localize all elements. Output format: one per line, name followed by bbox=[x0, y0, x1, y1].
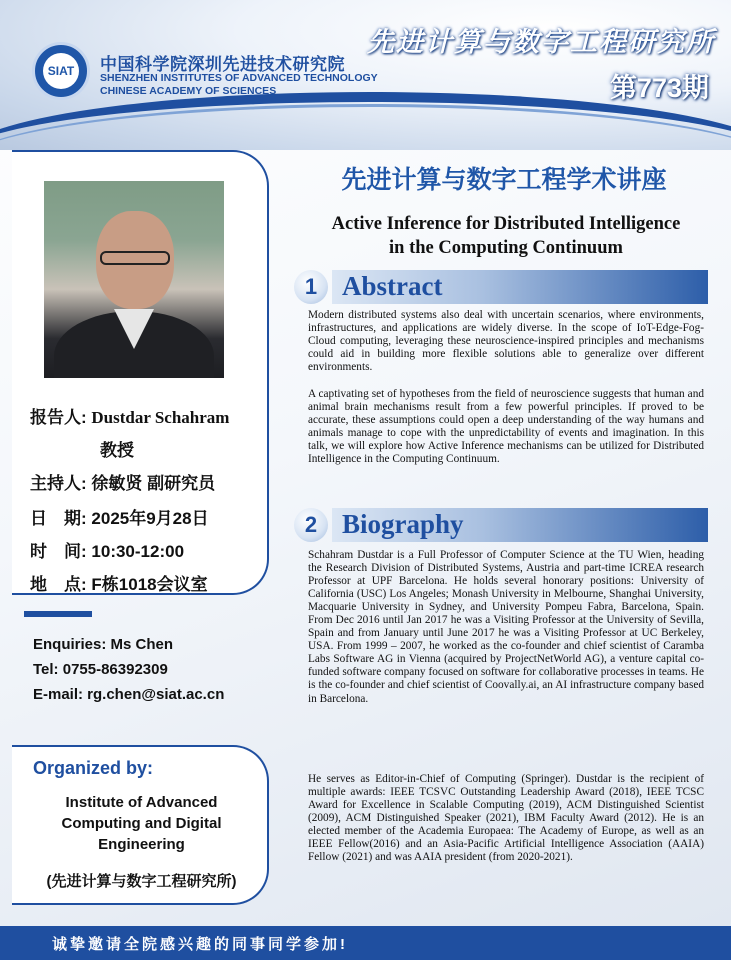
org-name-en-line2: CHINESE ACADEMY OF SCIENCES bbox=[100, 85, 277, 97]
place-value: F栋1018会议室 bbox=[91, 575, 208, 594]
institute-script-title: 先进计算与数字工程研究所 bbox=[367, 27, 715, 58]
divider-bar bbox=[24, 611, 92, 617]
abstract-number: 1 bbox=[294, 270, 328, 304]
organizer-title: Organized by: bbox=[33, 758, 154, 778]
host-value: 徐敏贤 副研究员 bbox=[91, 474, 216, 493]
abstract-paragraph-2: A captivating set of hypotheses from the field of neuroscience suggests that human and animal brain mechanisms result from a few powerful principles. If proved to be accurate, these assumptions could open a deep understanding of the way humans and animals manage to cope with the unpredictability of events and imagination. In this talk, we will explore how Active Inference mechanisms can be utilized for Distributed Intelligence in the Computing Continuum. bbox=[308, 388, 704, 466]
date-row bbox=[30, 504, 209, 529]
logo-text: SIAT bbox=[47, 64, 75, 78]
talk-title-line1: Active Inference for Distributed Intelligence bbox=[331, 214, 681, 234]
contact-email[interactable]: E-mail: rg.chen@siat.ac.cn bbox=[33, 686, 225, 703]
lecture-series-title: 先进计算与数字工程学术讲座 bbox=[341, 166, 667, 194]
organizer-line4: (先进计算与数字工程研究所) bbox=[46, 873, 237, 890]
date-label: 日 期: bbox=[30, 509, 87, 528]
organizer-line1: Institute of Advanced bbox=[65, 794, 218, 811]
photo-glasses bbox=[100, 251, 170, 265]
biography-number: 2 bbox=[294, 508, 328, 542]
talk-title-line2: in the Computing Continuum bbox=[389, 238, 623, 258]
organizer-line2: Computing and Digital bbox=[61, 815, 222, 832]
biography-paragraph-2: He serves as Editor-in-Chief of Computing (Springer). Dustdar is the recipient of multiple awards: IEEE TCSVC Outstanding Leadership Award (2018), IEEE TCSC Award for Excellence in Scalable Computing (2019), ACM Distinguished Scientist (2009), ACM Distinguished Speaker (2021), IBM Faculty Award (2012). He is an elected member of the Academia Europaea: The Academy of Europe, as well as an IEEE Fellow(2016) and an Asia-Pacific Artificial Intelligence Association (AAIA) Fellow (2021) and was AAIA president (from 2020-2021). bbox=[308, 773, 704, 864]
time-row bbox=[30, 537, 184, 562]
reporter-title: 教授 bbox=[100, 441, 134, 460]
header bbox=[0, 0, 731, 150]
invitation-text: 诚挚邀请全院感兴趣的同事同学参加! bbox=[52, 936, 348, 953]
place-row bbox=[30, 570, 208, 595]
time-value: 10:30-12:00 bbox=[91, 542, 185, 561]
organizer-line3: Engineering bbox=[98, 836, 185, 853]
footer-bar bbox=[0, 926, 731, 960]
host-row bbox=[30, 469, 215, 494]
contact-tel: Tel: 0755-86392309 bbox=[33, 661, 168, 678]
biography-heading bbox=[294, 508, 708, 542]
reporter-label: 报告人: bbox=[30, 408, 87, 427]
org-name-en-line1: SHENZHEN INSTITUTES OF ADVANCED TECHNOLOGY bbox=[100, 72, 378, 84]
time-label: 时 间: bbox=[30, 542, 87, 561]
issue-number: 第773期 bbox=[609, 73, 709, 103]
reporter-row bbox=[30, 403, 229, 428]
reporter-name: Dustdar Schahram bbox=[91, 408, 230, 427]
abstract-paragraph-1: Modern distributed systems also deal with uncertain scenarios, where environments, infrastructures, and applications are widely diverse. In the scope of IoT-Edge-Fog-Cloud computing, leveraging these neuroscience-inspired principles and mechanisms could aid in building more flexible solutions able to generalize over different environments. bbox=[308, 309, 704, 374]
abstract-heading bbox=[294, 270, 708, 304]
org-name-cn: 中国科学院深圳先进技术研究院 bbox=[100, 55, 345, 74]
biography-heading-text: Biography bbox=[342, 509, 464, 539]
speaker-photo bbox=[44, 181, 224, 378]
abstract-heading-text: Abstract bbox=[342, 271, 443, 301]
host-label: 主持人: bbox=[30, 474, 87, 493]
talk-title bbox=[296, 212, 716, 260]
contact-enquiries: Enquiries: Ms Chen bbox=[33, 636, 174, 653]
biography-paragraph-1: Schahram Dustdar is a Full Professor of Computer Science at the TU Wien, heading the Research Division of Distributed Systems, Austria and part-time ICREA research Professor at UPF Barcelona. He holds several honorary positions: University of California (USC) Los Angeles; Monash University in Melbourne, Shanghai University, Macquarie University in Sydney, and University Pompeu Fabra, Barcelona, Spain. From Dec 2016 until Jan 2017 he was a Visiting Professor at the University of Sevilla, Spain and from January until June 2017 he was a Visiting Professor at UC Berkeley, USA. From 1999 – 2007, he worked as the co-founder and chief scientist of Caramba Labs Software AG in Vienna (acquired by ProjectNetWorld AG), a venture capital co-funded software company focused on software for collaborative processes in teams. He is the co-founder and chief scientist of Coovally.ai, an AI infrastructure company based in Barcelona. bbox=[308, 549, 704, 705]
date-value: 2025年9月28日 bbox=[91, 509, 209, 528]
siat-logo-icon bbox=[32, 42, 90, 100]
place-label: 地 点: bbox=[30, 575, 87, 594]
